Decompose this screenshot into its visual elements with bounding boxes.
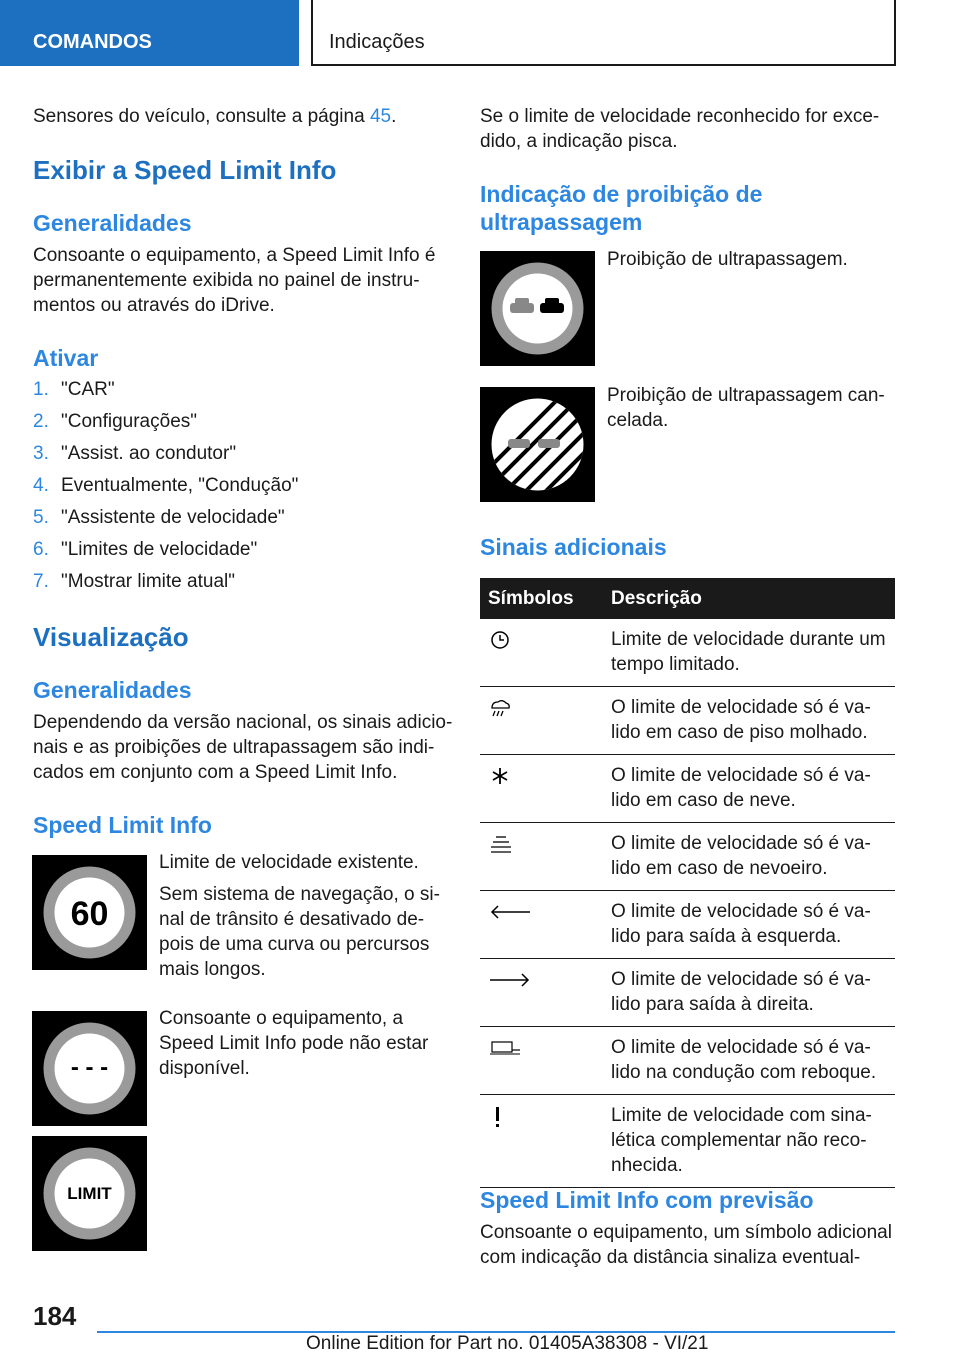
page-number: 184 bbox=[33, 1301, 77, 1331]
row-description: Limite de velocidade com sina- lética complementar não reco- nhecida. bbox=[603, 1095, 895, 1188]
step-text: "Assist. ao condutor" bbox=[61, 443, 237, 464]
heading-proibicao: Indicação de proibição de ultrapassagem bbox=[480, 181, 763, 235]
heading-speed-limit-info: Speed Limit Info bbox=[33, 812, 212, 838]
row-description: Limite de velocidade durante um tempo limitado. bbox=[603, 619, 895, 687]
col-header-symbols: Símbolos bbox=[480, 578, 603, 619]
heading-generalidades-1: Generalidades bbox=[33, 210, 192, 236]
speed-limit-unavailable-sign bbox=[32, 1011, 147, 1126]
step-text: "Mostrar limite atual" bbox=[61, 571, 235, 592]
fog-icon bbox=[488, 838, 514, 859]
row-description: O limite de velocidade só é va- lido na condução com reboque. bbox=[603, 1027, 895, 1095]
row-description: O limite de velocidade só é va- lido em caso de piso molhado. bbox=[603, 687, 895, 755]
table-row bbox=[480, 687, 895, 755]
step-number: 7. bbox=[33, 571, 49, 592]
heading-generalidades-2: Generalidades bbox=[33, 677, 192, 703]
step-text: "Assistente de velocidade" bbox=[61, 507, 285, 528]
sign-limit-label: LIMIT bbox=[67, 1184, 112, 1203]
step-text: Eventualmente, "Condução" bbox=[61, 475, 299, 496]
table-row bbox=[480, 1027, 895, 1095]
clock-icon bbox=[488, 634, 512, 655]
trailer-icon bbox=[488, 1042, 522, 1063]
heading-ativar: Ativar bbox=[33, 345, 99, 371]
chapter-title: Indicações bbox=[311, 0, 896, 66]
page-link[interactable]: 45 bbox=[369, 106, 392, 127]
table-row bbox=[480, 959, 895, 1027]
no-overtaking-cancelled-text: Proibição de ultrapassagem can- celada. bbox=[607, 385, 885, 431]
symbols-table bbox=[480, 578, 895, 1188]
speed-limit-limit-sign bbox=[32, 1136, 147, 1251]
col-header-description: Descrição bbox=[603, 578, 895, 619]
edition-text: Online Edition for Part no. 01405A38308 - VI/21 bbox=[306, 1333, 709, 1354]
step-text: "Limites de velocidade" bbox=[61, 539, 258, 560]
table-row bbox=[480, 619, 895, 687]
arrow-right-icon bbox=[488, 974, 532, 995]
heading-previsao: Speed Limit Info com previsão bbox=[480, 1187, 814, 1213]
table-row bbox=[480, 823, 895, 891]
intro-paragraph: Sensores do veículo, consulte a página 45. bbox=[33, 106, 397, 127]
sign-60-label: 60 bbox=[70, 895, 109, 933]
row-description: O limite de velocidade só é va- lido para saída à esquerda. bbox=[603, 891, 895, 959]
table-row bbox=[480, 1095, 895, 1188]
arrow-left-icon bbox=[488, 906, 532, 927]
exceed-text: Se o limite de velocidade reconhecido for exce- dido, a indicação pisca. bbox=[480, 106, 880, 152]
section-tab: COMANDOS bbox=[0, 0, 299, 66]
no-overtaking-sign bbox=[480, 251, 595, 366]
sli-availability-text: Consoante o equipamento, a Speed Limit Info pode não estar disponível. bbox=[159, 1008, 429, 1079]
sli-no-nav-text: Sem sistema de navegação, o si- nal de trânsito é desativado de- pois de uma curva ou percursos mais longos. bbox=[159, 884, 440, 980]
rain-icon bbox=[488, 702, 512, 723]
step-number: 1. bbox=[33, 379, 49, 400]
step-text: "CAR" bbox=[61, 379, 115, 400]
no-overtaking-cancelled-sign bbox=[480, 387, 595, 502]
table-header-row bbox=[480, 578, 895, 619]
generalidades-1-text: Consoante o equipamento, a Speed Limit Info é permanentemente exibida no painel de instru- mentos ou através do iDrive. bbox=[33, 245, 436, 316]
generalidades-2-text: Dependendo da versão nacional, os sinais adicio- nais e as proibições de ultrapassagem são indi- cados em conjunto com a Speed Limit Info. bbox=[33, 712, 453, 783]
heading-sinais: Sinais adicionais bbox=[480, 534, 667, 560]
table-row bbox=[480, 755, 895, 823]
sli-existing-text: Limite de velocidade existente. bbox=[159, 852, 419, 873]
step-number: 5. bbox=[33, 507, 49, 528]
step-number: 2. bbox=[33, 411, 49, 432]
snowflake-icon bbox=[488, 770, 512, 791]
previsao-text: Consoante o equipamento, um símbolo adicional com indicação da distância sinaliza eventual- bbox=[480, 1222, 892, 1268]
heading-visualizacao: Visualização bbox=[33, 622, 189, 652]
step-number: 4. bbox=[33, 475, 49, 496]
step-number: 3. bbox=[33, 443, 49, 464]
step-text: "Configurações" bbox=[61, 411, 198, 432]
table-row bbox=[480, 891, 895, 959]
exclamation-icon bbox=[488, 1112, 508, 1133]
row-description: O limite de velocidade só é va- lido em caso de nevoeiro. bbox=[603, 823, 895, 891]
speed-limit-60-sign bbox=[32, 855, 147, 970]
heading-exibir: Exibir a Speed Limit Info bbox=[33, 155, 337, 185]
no-overtaking-text: Proibição de ultrapassagem. bbox=[607, 249, 848, 270]
row-description: O limite de velocidade só é va- lido em caso de neve. bbox=[603, 755, 895, 823]
step-number: 6. bbox=[33, 539, 49, 560]
sign-dashes-label: - - - bbox=[70, 1054, 109, 1081]
row-description: O limite de velocidade só é va- lido para saída à direita. bbox=[603, 959, 895, 1027]
